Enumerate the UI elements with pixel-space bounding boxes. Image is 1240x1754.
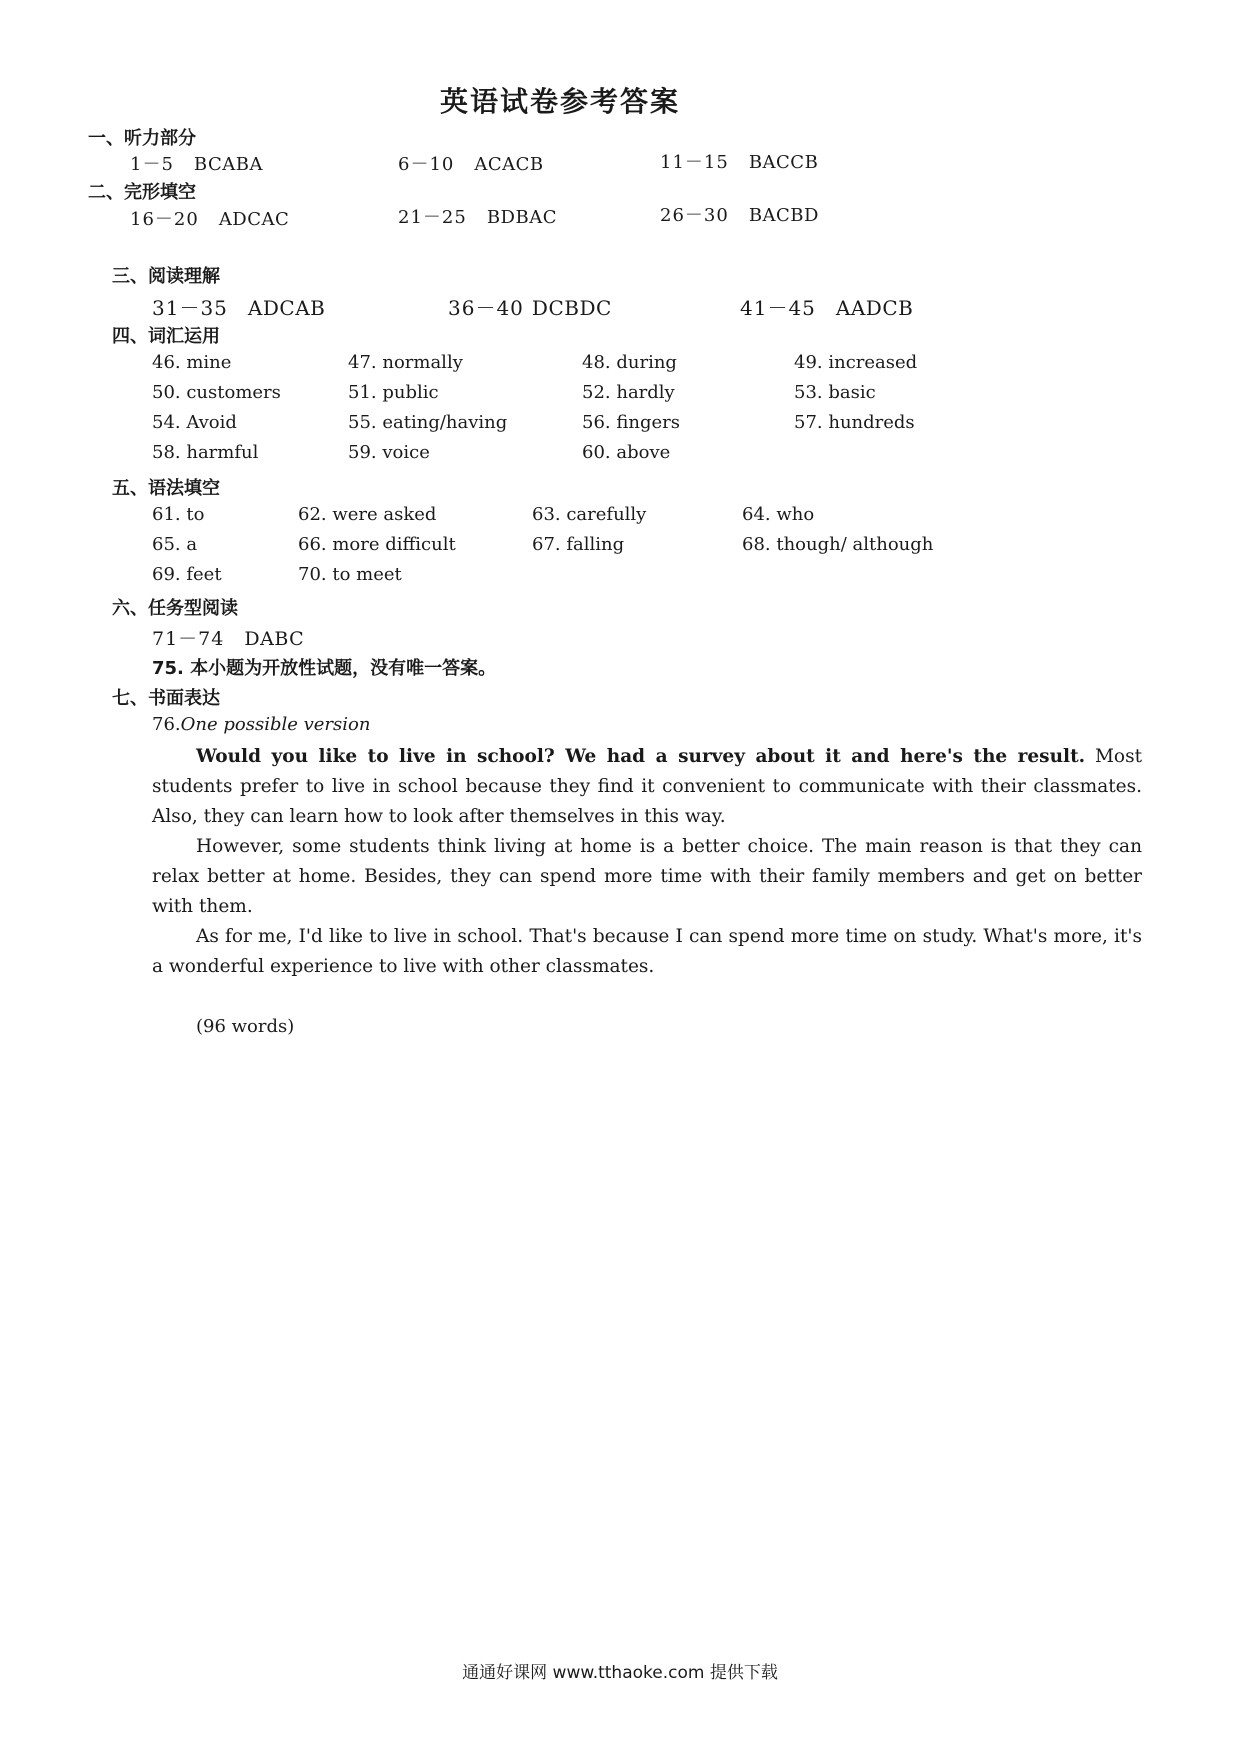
question-number: 76. [152, 714, 181, 735]
answer-range: 21－25 [398, 207, 467, 228]
answer-31-35 [152, 292, 325, 321]
answer-41-45 [740, 292, 913, 321]
answer-1-5 [130, 150, 263, 176]
vocab-item: 53. basic [794, 382, 876, 403]
writing-heading: 七、书面表达 [112, 688, 220, 709]
vocab-item: 52. hardly [582, 382, 675, 403]
vocab-item: 50. customers [152, 382, 281, 403]
version-text: One possible version [180, 714, 371, 735]
grammar-item: 62. were asked [298, 504, 437, 525]
answer-letters: DABC [244, 628, 305, 650]
grammar-item: 68. though/ although [742, 534, 934, 555]
vocab-item: 59. voice [348, 442, 430, 463]
vocab-item: 58. harmful [152, 442, 259, 463]
answer-36-40 [448, 292, 612, 321]
essay-paragraph-2: However, some students think living at home is a better choice. The main reason is that they can relax better at home. Besides, they can spend more time with their family members and get on better with them. [152, 836, 1142, 917]
vocab-item: 49. increased [794, 352, 918, 373]
answer-range: 16－20 [130, 209, 199, 230]
vocab-item: 51. public [348, 382, 439, 403]
sample-essay [152, 742, 1142, 982]
task-reading-heading: 六、任务型阅读 [112, 598, 238, 619]
grammar-item: 69. feet [152, 564, 222, 585]
answer-21-25 [398, 203, 557, 229]
answer-letters: BACBD [748, 205, 819, 226]
grammar-item: 63. carefully [532, 504, 647, 525]
word-count: (96 words) [196, 1016, 295, 1037]
vocab-item: 54. Avoid [152, 412, 237, 433]
answer-letters: DCBDC [531, 296, 612, 320]
cloze-heading: 二、完形填空 [88, 182, 196, 203]
answer-letters: ACACB [474, 154, 544, 175]
vocab-item: 56. fingers [582, 412, 680, 433]
answer-range: 41－45 [740, 296, 816, 320]
answer-letters: ADCAB [247, 296, 326, 320]
grammar-item: 67. falling [532, 534, 625, 555]
grammar-heading: 五、语法填空 [112, 478, 220, 499]
footer-credit: 通通好课网 www.tthaoke.com 提供下载 [462, 1663, 778, 1683]
answer-letters: AADCB [835, 296, 914, 320]
vocabulary-heading: 四、词汇运用 [112, 326, 220, 347]
answer-range: 36－40 [448, 296, 524, 320]
answer-11-15 [660, 148, 818, 174]
answer-letters: BACCB [748, 152, 819, 173]
reading-heading: 三、阅读理解 [112, 266, 220, 287]
answer-71-74 [152, 624, 304, 651]
page-title: 英语试卷参考答案 [439, 85, 680, 118]
answer-16-20 [130, 205, 289, 231]
vocab-item: 47. normally [348, 352, 463, 373]
vocab-item: 60. above [582, 442, 671, 463]
essay-paragraph-3: As for me, I'd like to live in school. That's because I can spend more time on study. What's more, it's a wonderful experience to live with other classmates. [152, 926, 1142, 977]
answer-range: 31－35 [152, 296, 228, 320]
grammar-item: 61. to [152, 504, 205, 525]
answer-range: 6－10 [398, 154, 455, 175]
essay-paragraph-1 [152, 742, 1142, 832]
vocab-item: 46. mine [152, 352, 232, 373]
answer-letters: BDBAC [486, 207, 557, 228]
vocab-item: 48. during [582, 352, 677, 373]
vocab-item: 57. hundreds [794, 412, 915, 433]
grammar-item: 65. a [152, 534, 198, 555]
answer-range: 1－5 [130, 154, 174, 175]
essay-body: Most students prefer to live in school because they find it convenient to communicate with their classmates. Also, they can learn how to look after themselves in this way. [152, 746, 1142, 827]
answer-range: 26－30 [660, 205, 729, 226]
grammar-item: 66. more difficult [298, 534, 456, 555]
open-question-note: 75. 本小题为开放性试题，没有唯一答案。 [152, 658, 497, 679]
vocab-item: 55. eating/having [348, 412, 508, 433]
answer-letters: ADCAC [218, 209, 290, 230]
answer-range: 11－15 [660, 152, 729, 173]
answer-26-30 [660, 201, 819, 227]
essay-opening: Would you like to live in school? We had a survey about it and here's the result. [196, 746, 1086, 767]
answer-range: 71－74 [152, 628, 225, 650]
answer-6-10 [398, 150, 544, 176]
grammar-item: 70. to meet [298, 564, 402, 585]
possible-version-label [152, 714, 370, 735]
grammar-item: 64. who [742, 504, 815, 525]
answer-letters: BCABA [193, 154, 263, 175]
listening-heading: 一、听力部分 [88, 128, 196, 149]
